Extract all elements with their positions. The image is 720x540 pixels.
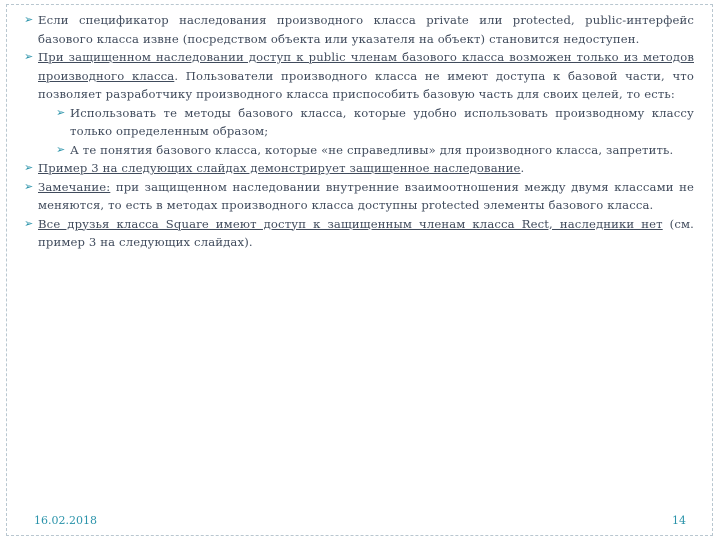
- page-number: 14: [672, 514, 686, 527]
- arrow-bullet-icon: ➢: [24, 216, 34, 230]
- arrow-bullet-icon: ➢: [56, 142, 66, 156]
- slide-content: [24, 11, 694, 252]
- bullet-underlined-text: Замечание:: [38, 179, 111, 194]
- arrow-bullet-icon: ➢: [56, 105, 66, 119]
- bullet-text: при защищенном наследовании внутренние взаимоотношения между двумя классами не меняются, то есть в методах производного класса доступны protected элементы базового класса.: [38, 179, 694, 212]
- bullet-underlined-text: Пример 3 на следующих слайдах демонстрирует защищенное наследование: [38, 161, 521, 175]
- arrow-bullet-icon: ➢: [24, 13, 34, 26]
- bullet-underlined-text: При защищенном наследовании доступ к public членам базового класса возможен только из методов производного класса: [38, 50, 694, 83]
- footer-date: 16.02.2018: [34, 514, 97, 527]
- bullet-underlined-text: Все друзья класса Square имеют доступ к защищенным членам класса Rect, наследники нет: [38, 216, 663, 231]
- arrow-bullet-icon: ➢: [24, 179, 34, 193]
- sub-bullet-text: А те понятия базового класса, которые «не справедливы» для производного класса, запретить.: [70, 142, 674, 157]
- arrow-bullet-icon: ➢: [24, 161, 34, 174]
- arrow-bullet-icon: ➢: [24, 50, 34, 63]
- bullet-text: Если спецификатор наследования производного класса private или protected, public-интерфейс базового класса извне (посредством объекта или указателя на объект) становится недоступен.: [38, 13, 694, 46]
- bullet-item: [24, 48, 694, 104]
- bullet-item: [24, 159, 694, 178]
- bullet-item: [24, 11, 694, 48]
- bullet-item: [24, 178, 694, 215]
- sub-bullet-text: Использовать те методы базового класса, которые удобно использовать производному классу только определенным образом;: [70, 105, 694, 138]
- sub-bullet-item: [24, 104, 694, 141]
- bullet-text: (см. пример 3 на следующих слайдах).: [38, 216, 694, 249]
- bullet-text: . Пользователи производного класса не имеют доступа к базовой части, что позволяет разработчику производного класса приспособить базовую часть для своих целей, то есть:: [38, 68, 694, 101]
- bullet-text: .: [520, 161, 525, 175]
- sub-bullet-item: [24, 141, 694, 160]
- bullet-item: [24, 215, 694, 252]
